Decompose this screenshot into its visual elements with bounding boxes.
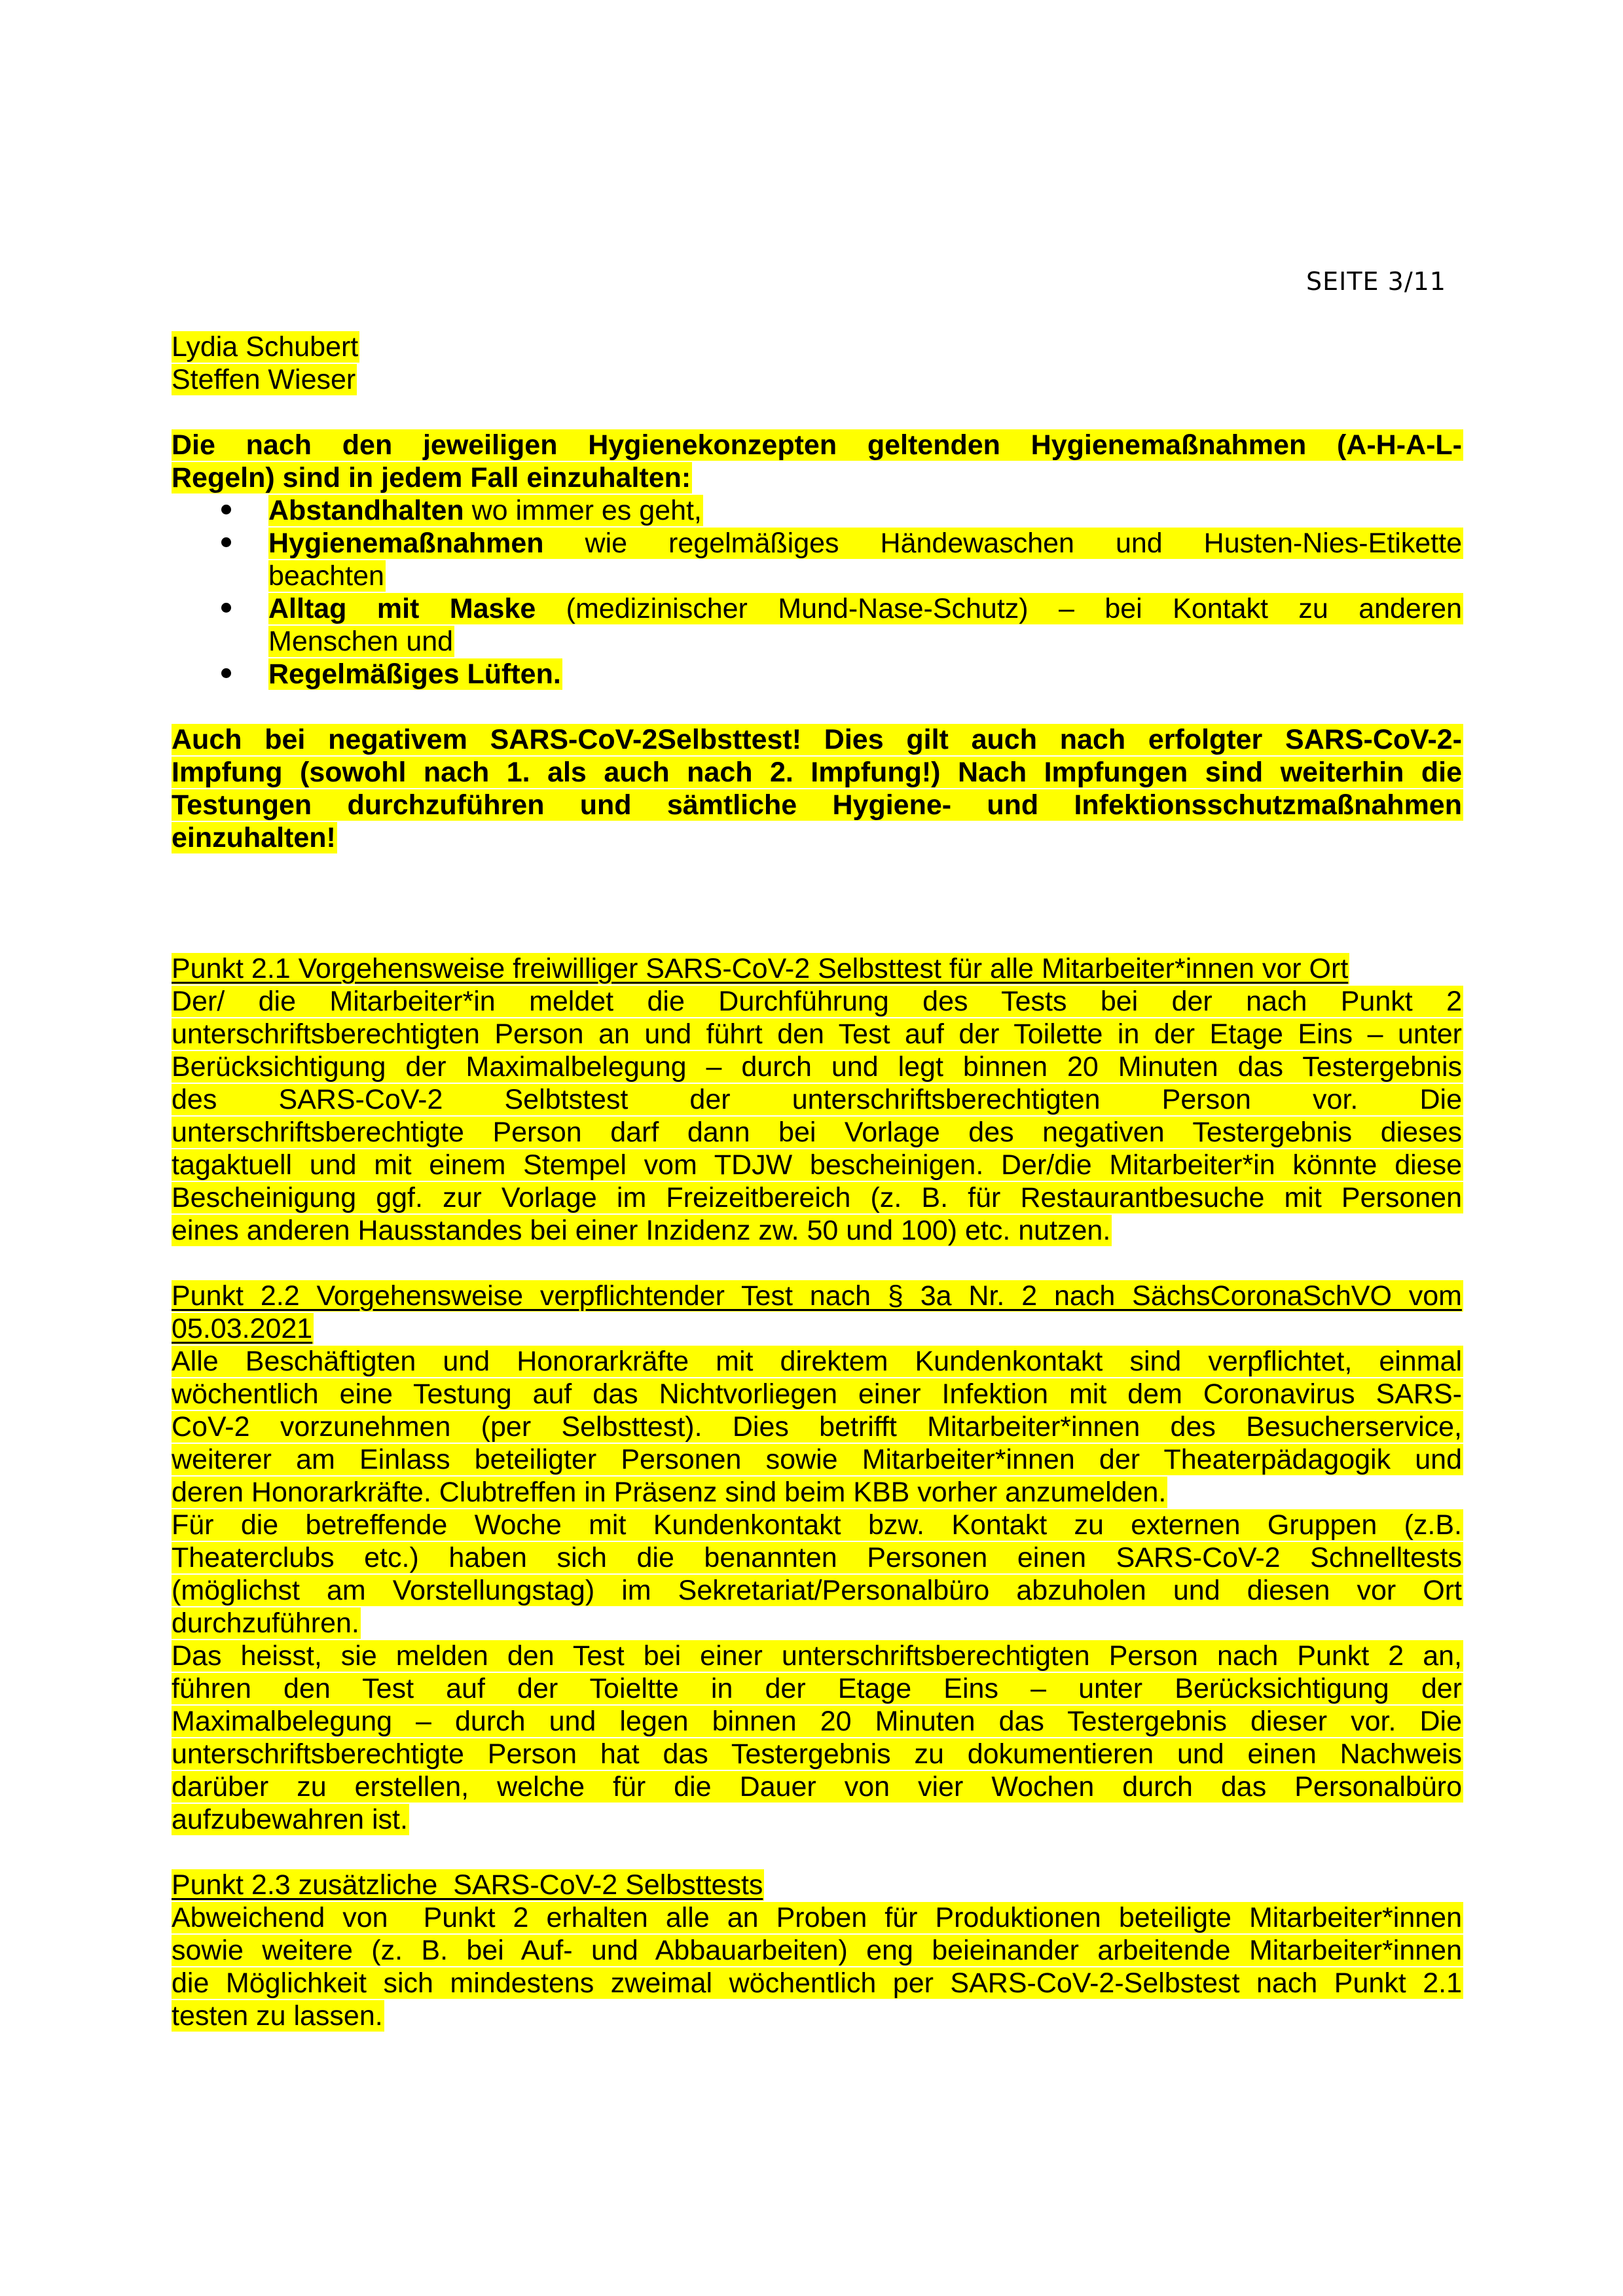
section-2-3 — [172, 1869, 1463, 2032]
paragraph-line: führen den Test auf der Toieltte in der Etage Eins – unter Berücksichtigung der — [172, 1673, 1462, 1704]
bullet-item — [172, 494, 1463, 527]
paragraph-line: Alle Beschäftigten und Honorarkräfte mit direktem Kundenkontakt sind verpflichtet, einmal — [172, 1346, 1462, 1377]
paragraph-line: Berücksichtigung der Maximalbelegung – durch und legt binnen 20 Minuten das Testergebnis — [172, 1051, 1462, 1083]
name-lydia: Lydia Schubert — [172, 331, 359, 363]
bullet-text: beachten — [268, 560, 384, 592]
warning-paragraph — [172, 723, 1463, 854]
paragraph-line: Für die betreffende Woche mit Kundenkontakt bzw. Kontakt zu externen Gruppen (z.B. — [172, 1509, 1462, 1541]
section-heading: 05.03.2021 — [172, 1313, 313, 1344]
intro-line — [172, 429, 1463, 461]
paragraph-line: weiterer am Einlass beteiligter Personen sowie Mitarbeiter*innen der Theaterpädagogik und — [172, 1444, 1462, 1475]
paragraph-line: durchzuführen. — [172, 1607, 359, 1639]
paragraph-line: unterschriftsberechtigte Person hat das Testergebnis zu dokumentieren und einen Nachweis — [172, 1738, 1462, 1770]
intro-text: Die nach den jeweiligen Hygienekonzepten geltenden Hygienemaßnahmen (A-H-A-L- — [172, 429, 1462, 461]
paragraph-line: des SARS-CoV-2 Selbtstest der unterschriftsberechtigten Person vor. Die — [172, 1084, 1462, 1115]
section-2-1 — [172, 952, 1463, 1247]
paragraph-line: unterschriftsberechtigte Person darf dann bei Vorlage des negativen Testergebnis dieses — [172, 1117, 1462, 1148]
warning-line: einzuhalten! — [172, 822, 336, 853]
bullet-dot-icon — [221, 537, 231, 547]
section-heading: Punkt 2.3 zusätzliche SARS-CoV-2 Selbsttests — [172, 1869, 763, 1901]
bullet-dot-icon — [221, 668, 231, 678]
bullet-text: Menschen und — [268, 626, 454, 657]
paragraph-line: (möglichst am Vorstellungstag) im Sekretariat/Personalbüro abzuholen und diesen vor Ort — [172, 1575, 1462, 1606]
paragraph-line: Theaterclubs etc.) haben sich die benannten Personen einen SARS-CoV-2 Schnelltests — [172, 1542, 1462, 1573]
section-2-2 — [172, 1280, 1463, 1836]
bullet-bold: Abstandhalten — [268, 495, 464, 526]
paragraph-line: tagaktuell und mit einem Stempel vom TDJW bescheinigen. Der/die Mitarbeiter*in könnte diese — [172, 1149, 1462, 1181]
bullet-bold: Hygienemaßnahmen — [268, 528, 544, 559]
paragraph-line: CoV-2 vorzunehmen (per Selbsttest). Dies betrifft Mitarbeiter*innen des Besucherservice, — [172, 1411, 1462, 1443]
hygiene-bullet-list — [172, 494, 1463, 691]
paragraph-line: Abweichend von Punkt 2 erhalten alle an Proben für Produktionen beteiligte Mitarbeiter*innen — [172, 1902, 1462, 1933]
warning-line: Testungen durchzuführen und sämtliche Hygiene- und Infektionsschutzmaßnahmen — [172, 789, 1462, 821]
intro-text: Regeln) sind in jedem Fall einzuhalten: — [172, 462, 691, 493]
bullet-bold: Regelmäßiges Lüften. — [268, 658, 561, 690]
bullet-text: wo immer es geht, — [464, 495, 702, 526]
section-heading: Punkt 2.2 Vorgehensweise verpflichtender Test nach § 3a Nr. 2 nach SächsCoronaSchVO vom — [172, 1280, 1462, 1312]
paragraph-line: unterschriftsberechtigten Person an und führt den Test auf der Toilette in der Etage Eins – unter — [172, 1018, 1462, 1050]
paragraph-line: darüber zu erstellen, welche für die Dauer von vier Wochen durch das Personalbüro — [172, 1771, 1462, 1803]
paragraph-line: die Möglichkeit sich mindestens zweimal wöchentlich per SARS-CoV-2-Selbstest nach Punkt 2.1 — [172, 1967, 1462, 1999]
document-body — [172, 331, 1463, 2032]
paragraph-line: Bescheinigung ggf. zur Vorlage im Freizeitbereich (z. B. für Restaurantbesuche mit Personen — [172, 1182, 1462, 1213]
bullet-dot-icon — [221, 603, 231, 613]
paragraph-line: deren Honorarkräfte. Clubtreffen in Präsenz sind beim KBB vorher anzumelden. — [172, 1477, 1167, 1508]
page-number: SEITE 3/11 — [1306, 267, 1446, 296]
paragraph-line: wöchentlich eine Testung auf das Nichtvorliegen einer Infektion mit dem Coronavirus SARS- — [172, 1378, 1462, 1410]
paragraph-line: Der/ die Mitarbeiter*in meldet die Durchführung des Tests bei der nach Punkt 2 — [172, 986, 1462, 1017]
bullet-bold: Alltag mit Maske — [268, 593, 536, 624]
name-line — [172, 331, 1463, 363]
paragraph-line: eines anderen Hausstandes bei einer Inzidenz zw. 50 und 100) etc. nutzen. — [172, 1215, 1111, 1246]
paragraph-line: testen zu lassen. — [172, 2000, 383, 2032]
paragraph-line: Das heisst, sie melden den Test bei einer unterschriftsberechtigten Person nach Punkt 2 an, — [172, 1640, 1462, 1672]
paragraph-line: Maximalbelegung – durch und legen binnen 20 Minuten das Testergebnis dieser vor. Die — [172, 1706, 1462, 1737]
name-line — [172, 363, 1463, 396]
warning-line: Impfung (sowohl nach 1. als auch nach 2. Impfung!) Nach Impfungen sind weiterhin die — [172, 757, 1462, 788]
name-steffen: Steffen Wieser — [172, 364, 356, 395]
section-heading: Punkt 2.1 Vorgehensweise freiwilliger SARS-CoV-2 Selbsttest für alle Mitarbeiter*innen vor Ort — [172, 953, 1349, 984]
warning-line: Auch bei negativem SARS-CoV-2Selbsttest! Dies gilt auch nach erfolgter SARS-CoV-2- — [172, 724, 1462, 755]
bullet-text: wie regelmäßiges Händewaschen und Husten-Nies-Etikette — [543, 528, 1462, 559]
intro-line — [172, 461, 1463, 494]
bullet-item — [172, 527, 1463, 592]
bullet-item — [172, 592, 1463, 658]
bullet-item — [172, 658, 1463, 691]
bullet-text: (medizinischer Mund-Nase-Schutz) – bei Kontakt zu anderen — [536, 593, 1462, 624]
paragraph-line: aufzubewahren ist. — [172, 1804, 408, 1835]
bullet-dot-icon — [221, 505, 231, 514]
paragraph-line: sowie weitere (z. B. bei Auf- und Abbauarbeiten) eng beieinander arbeitende Mitarbeiter*innen — [172, 1935, 1462, 1966]
